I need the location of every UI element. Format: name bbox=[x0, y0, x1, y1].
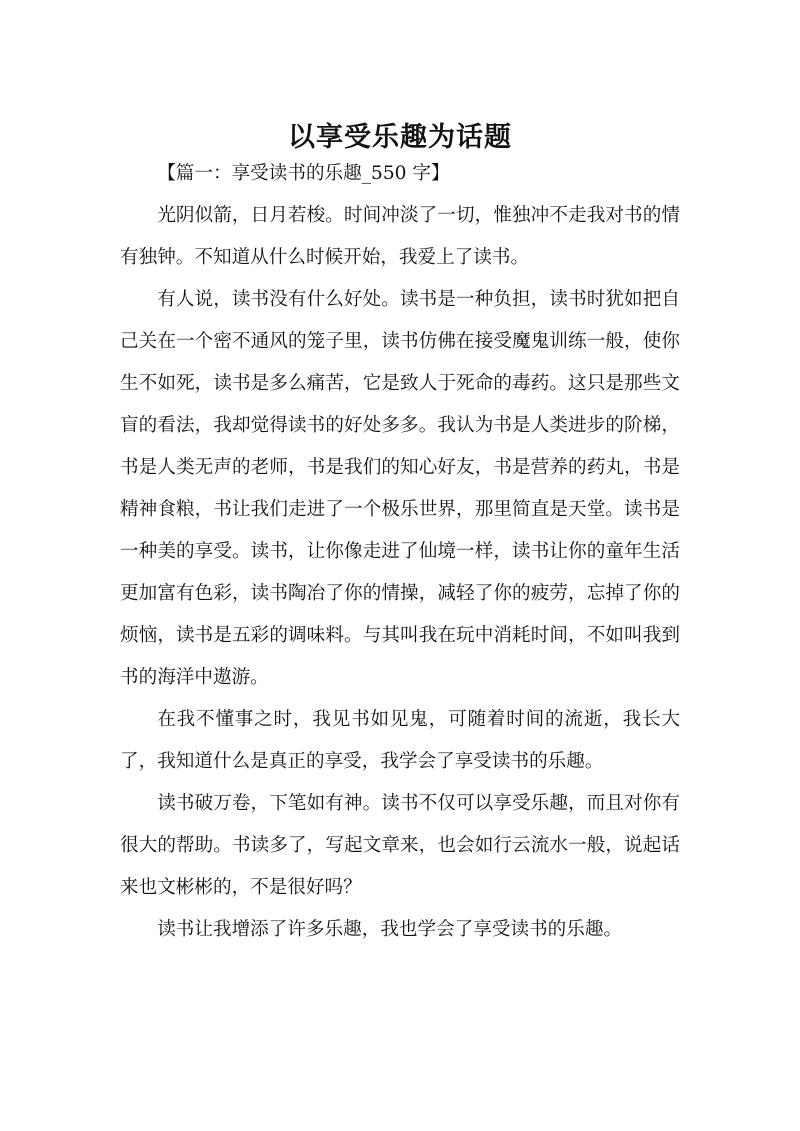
paragraph: 读书破万卷，下笔如有神。读书不仅可以享受乐趣，而且对你有很大的帮助。书读多了，写起文章来，也会如行云流水一般，说起话来也文彬彬的，不是很好吗？ bbox=[120, 793, 680, 898]
section-heading: 【篇一：享受读书的乐趣_550 字】 bbox=[157, 163, 450, 184]
paragraph: 光阴似箭，日月若梭。时间冲淡了一切，惟独冲不走我对书的情有独钟。不知道从什么时候开始，我爱上了读书。 bbox=[120, 205, 680, 268]
document-body bbox=[120, 153, 680, 951]
paragraph: 在我不懂事之时，我见书如见鬼，可随着时间的流逝，我长大了，我知道什么是真正的享受，我学会了享受读书的乐趣。 bbox=[120, 709, 680, 772]
document-title: 以享受乐趣为话题 bbox=[288, 122, 512, 154]
paragraph: 有人说，读书没有什么好处。读书是一种负担，读书时犹如把自己关在一个密不通风的笼子里，读书仿佛在接受魔鬼训练一般，使你生不如死，读书是多么痛苦，它是致人于死命的毒药。这只是那些文盲的看法，我却觉得读书的好处多多。我认为书是人类进步的阶梯，书是人类无声的老师，书是我们的知心好友，书是营养的药丸，书是精神食粮，书让我们走进了一个极乐世界，那里简直是天堂。读书是一种美的享受。读书，让你像走进了仙境一样，读书让你的童年生活更加富有色彩，读书陶冶了你的情操，减轻了你的疲劳，忘掉了你的烦恼，读书是五彩的调味料。与其叫我在玩中消耗时间，不如叫我到书的海洋中遨游。 bbox=[120, 289, 680, 688]
paragraph: 读书让我增添了许多乐趣，我也学会了享受读书的乐趣。 bbox=[157, 919, 623, 940]
